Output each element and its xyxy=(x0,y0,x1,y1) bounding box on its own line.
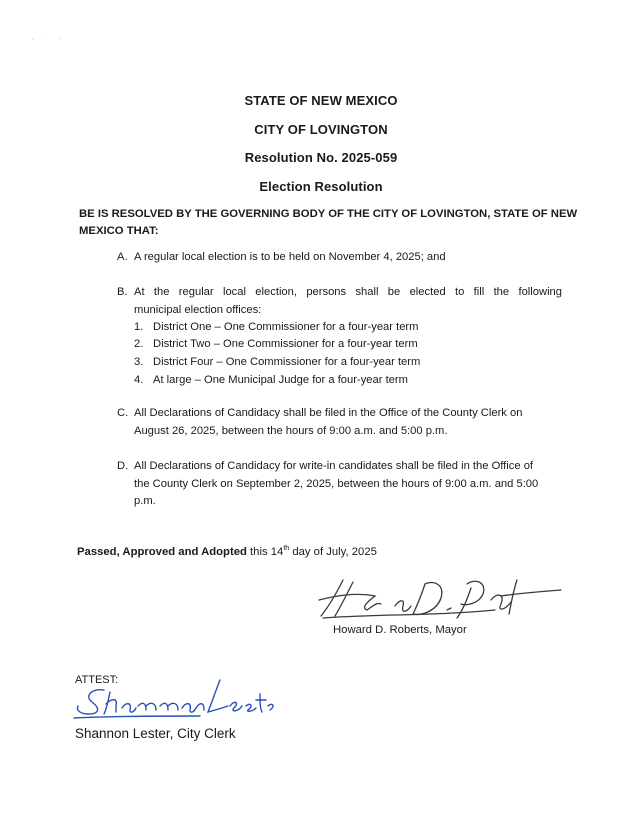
adoption-text-2: day of July, 2025 xyxy=(289,545,377,558)
adoption-statement xyxy=(77,545,377,558)
list-item xyxy=(134,354,420,372)
adoption-sup: th xyxy=(283,545,290,552)
item-a-letter: A. xyxy=(117,251,128,263)
item-d-letter: D. xyxy=(117,460,129,472)
list-item xyxy=(134,336,418,354)
adoption-bold: Passed, Approved and Adopted xyxy=(77,545,247,558)
item-c-text xyxy=(134,405,562,440)
list-item-text: At large – One Municipal Judge for a four-year term xyxy=(153,374,408,386)
resolution-title: Election Resolution xyxy=(259,179,383,194)
list-item-text: District Four – One Commissioner for a four-year term xyxy=(153,356,421,368)
scan-speck xyxy=(30,28,70,32)
item-d-text xyxy=(134,458,562,511)
clerk-name: Shannon Lester, City Clerk xyxy=(75,726,236,741)
item-d-line-1: All Declarations of Candidacy for write-in candidates shall be filed in the Office of xyxy=(134,460,534,472)
list-item xyxy=(134,319,418,337)
item-c-letter: C. xyxy=(117,407,129,419)
item-b-letter: B. xyxy=(117,286,128,298)
item-c-line-1: All Declarations of Candidacy shall be filed in the Office of the County Clerk on xyxy=(134,407,523,419)
item-b-line-2: municipal election offices: xyxy=(134,303,262,316)
item-d-line-2: the County Clerk on September 2, 2025, between the hours of 9:00 a.m. and 5:00 xyxy=(134,477,539,490)
mayor-name: Howard D. Roberts, Mayor xyxy=(333,624,467,636)
state-heading: STATE OF NEW MEXICO xyxy=(244,93,398,108)
item-b-line-1: At the regular local election, persons shall be elected to fill the following xyxy=(134,286,562,298)
list-item xyxy=(134,372,408,390)
attest-label: ATTEST: xyxy=(75,674,119,686)
mayor-signature xyxy=(315,570,565,627)
adoption-text-1: this 14 xyxy=(246,545,284,558)
list-item-number: 4. xyxy=(134,374,144,386)
list-item-number: 1. xyxy=(134,321,144,333)
item-c-line-2: August 26, 2025, between the hours of 9:00 a.m. and 5:00 p.m. xyxy=(134,424,448,437)
preamble-line-1: BE IS RESOLVED BY THE GOVERNING BODY OF THE CITY OF LOVINGTON, STATE OF NEW xyxy=(79,208,578,220)
list-item-number: 3. xyxy=(134,356,144,368)
list-item-text: District One – One Commissioner for a four-year term xyxy=(153,321,419,333)
item-d-line-3: p.m. xyxy=(134,495,156,507)
item-b-text xyxy=(134,284,562,319)
preamble-line-2: MEXICO THAT: xyxy=(79,225,159,237)
preamble xyxy=(79,206,579,240)
resolution-number: Resolution No. 2025-059 xyxy=(244,150,398,165)
city-heading: CITY OF LOVINGTON xyxy=(254,122,388,137)
list-item-text: District Two – One Commissioner for a four-year term xyxy=(153,338,418,350)
item-a-text: A regular local election is to be held on November 4, 2025; and xyxy=(134,251,446,263)
list-item-number: 2. xyxy=(134,338,144,350)
clerk-signature xyxy=(70,672,280,725)
